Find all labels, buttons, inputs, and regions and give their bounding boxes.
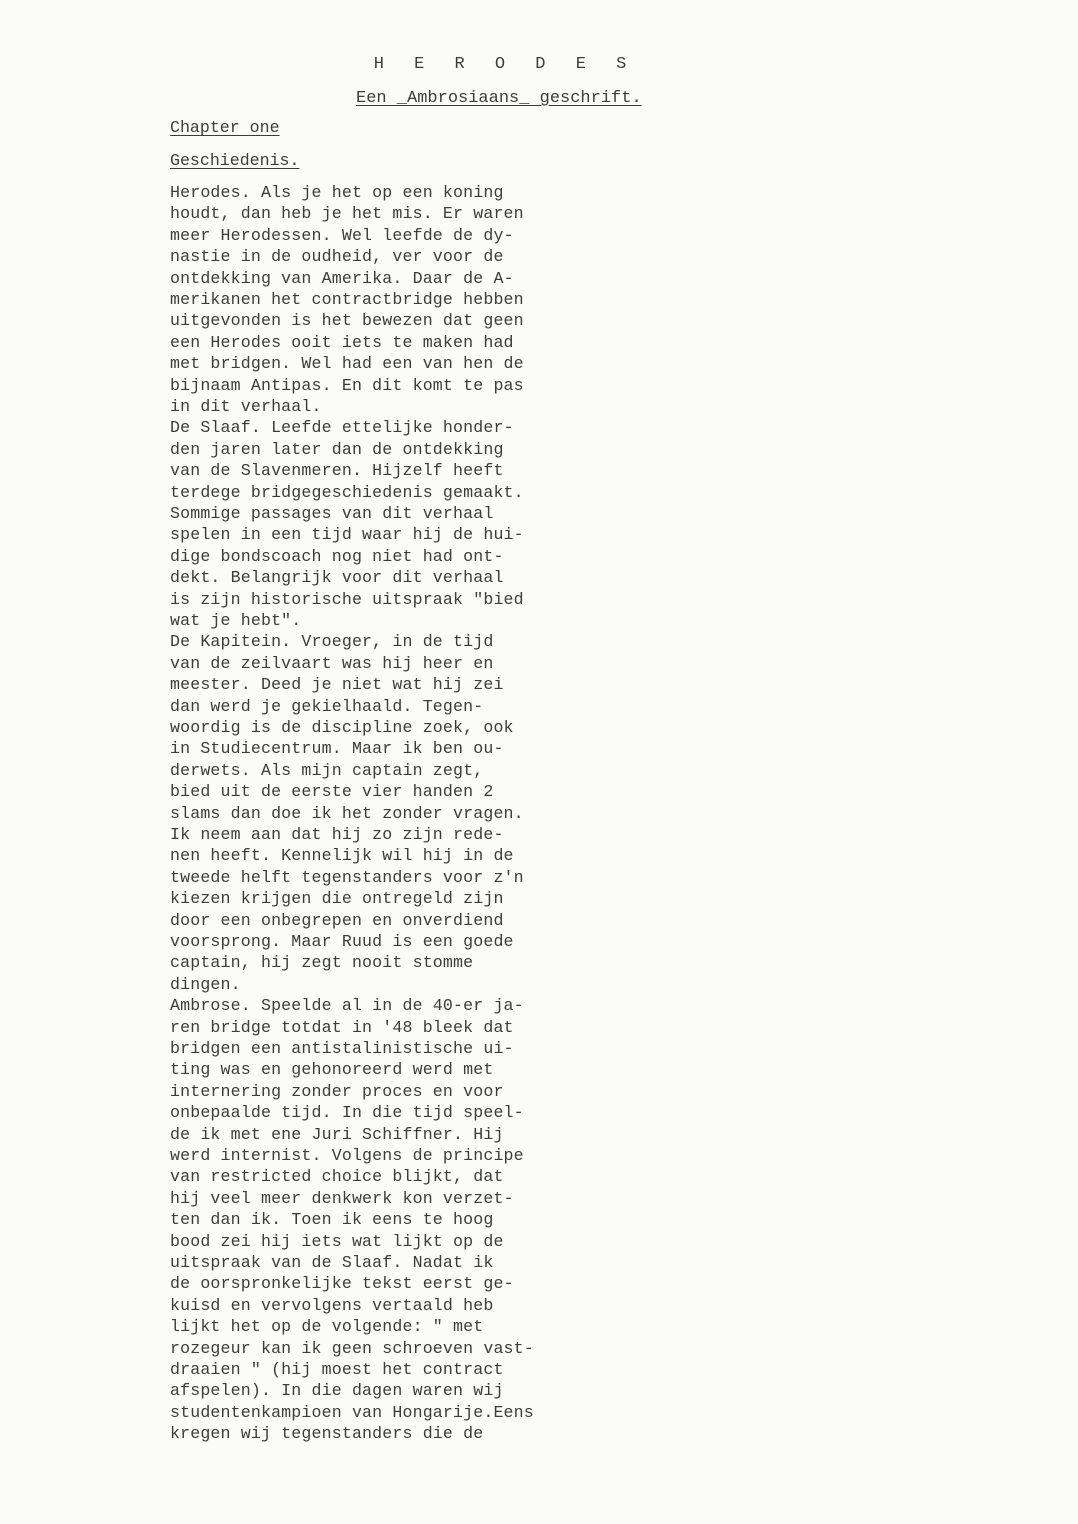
text-line: de ik met ene Juri Schiffner. Hij [170,1124,504,1144]
text-line: draaien " (hij moest het contract [170,1360,504,1379]
text-line: den jaren later dan de ontdekking [170,439,504,459]
text-line: dige bondscoach nog niet had ont- [170,546,504,566]
text-line: Ambrose. Speelde al in de 40-er ja- [170,996,524,1016]
document-title: H E R O D E S [373,55,637,74]
text-line: ren bridge totdat in '48 bleek dat [170,1017,514,1037]
text-line: merikanen het contractbridge hebben [170,290,524,309]
text-line: wat je hebt". [170,611,302,630]
text-line: nen heeft. Kennelijk wil hij in de [170,846,514,866]
geschiedenis-heading: Geschiedenis. [170,151,300,170]
text-line: kuisd en vervolgens vertaald heb [170,1295,494,1315]
text-line: terdege bridgegeschiedenis gemaakt. [170,482,524,502]
text-line: hij veel meer denkwerk kon verzet- [170,1188,514,1208]
text-line: met bridgen. Wel had een van hen de [170,354,524,374]
text-line: dan werd je gekielhaald. Tegen- [170,696,484,716]
text-line: houdt, dan heb je het mis. Er waren [170,204,524,224]
text-line: tweede helft tegenstanders voor z'n [170,867,524,887]
text-line: afspelen). In die dagen waren wij [170,1381,504,1401]
text-line: De Kapitein. Vroeger, in de tijd [170,632,494,652]
document-subtitle: Een _Ambrosiaans_ geschrift. [356,89,642,108]
text-line: kiezen krijgen die ontregeld zijn [170,889,504,909]
text-line: uitgevonden is het bewezen dat geen [170,311,524,331]
chapter-one-heading: Chapter one [170,118,280,137]
text-line: woordig is de discipline zoek, ook [170,718,514,737]
text-line: dingen. [170,974,241,994]
text-line: dekt. Belangrijk voor dit verhaal [170,568,504,588]
text-line: werd internist. Volgens de principe [170,1146,524,1165]
text-line: Herodes. Als je het op een koning [170,183,504,202]
text-line: in dit verhaal. [170,397,322,416]
text-line: van restricted choice blijkt, dat [170,1167,504,1187]
text-line: bied uit de eerste vier handen 2 [170,782,494,802]
text-line: bridgen een antistalinistische ui- [170,1039,514,1058]
text-line: ting was en gehonoreerd werd met [170,1060,494,1080]
text-line: Ik neem aan dat hij zo zijn rede- [170,825,504,844]
text-line: meer Herodessen. Wel leefde de dy- [170,225,514,245]
text-line: bijnaam Antipas. En dit komt te pas [170,375,524,395]
text-line: studentenkampioen van Hongarije.Eens [170,1402,534,1422]
text-line: kregen wij tegenstanders die de [170,1424,484,1444]
text-line: voorsprong. Maar Ruud is een goede [170,932,514,951]
text-line: ten dan ik. Toen ik eens te hoog [170,1210,494,1230]
text-line: internering zonder proces en voor [170,1081,504,1101]
text-line: ontdekking van Amerika. Daar de A- [170,268,514,288]
text-line: nastie in de oudheid, ver voor de [170,247,504,267]
text-line: van de Slavenmeren. Hijzelf heeft [170,461,504,481]
text-line: captain, hij zegt nooit stomme [170,953,474,973]
text-line: in Studiecentrum. Maar ik ben ou- [170,739,504,759]
text-line: derwets. Als mijn captain zegt, [170,760,484,780]
text-line: is zijn historische uitspraak "bied [170,589,524,609]
text-line: spelen in een tijd waar hij de hui- [170,525,524,545]
text-line: een Herodes ooit iets te maken had [170,332,514,352]
text-line: uitspraak van de Slaaf. Nadat ik [170,1253,494,1272]
text-line: lijkt het op de volgende: " met [170,1317,484,1337]
text-line: meester. Deed je niet wat hij zei [170,675,504,695]
text-line: De Slaaf. Leefde ettelijke honder- [170,418,514,438]
text-line: door een onbegrepen en onverdiend [170,910,504,930]
text-line: slams dan doe ik het zonder vragen. [170,803,524,823]
text-line: Sommige passages van dit verhaal [170,504,494,523]
text-line: bood zei hij iets wat lijkt op de [170,1231,504,1251]
text-line: rozegeur kan ik geen schroeven vast- [170,1338,534,1358]
text-line: de oorspronkelijke tekst eerst ge- [170,1274,514,1294]
text-line: onbepaalde tijd. In die tijd speel- [170,1103,524,1123]
text-line: van de zeilvaart was hij heer en [170,653,494,673]
